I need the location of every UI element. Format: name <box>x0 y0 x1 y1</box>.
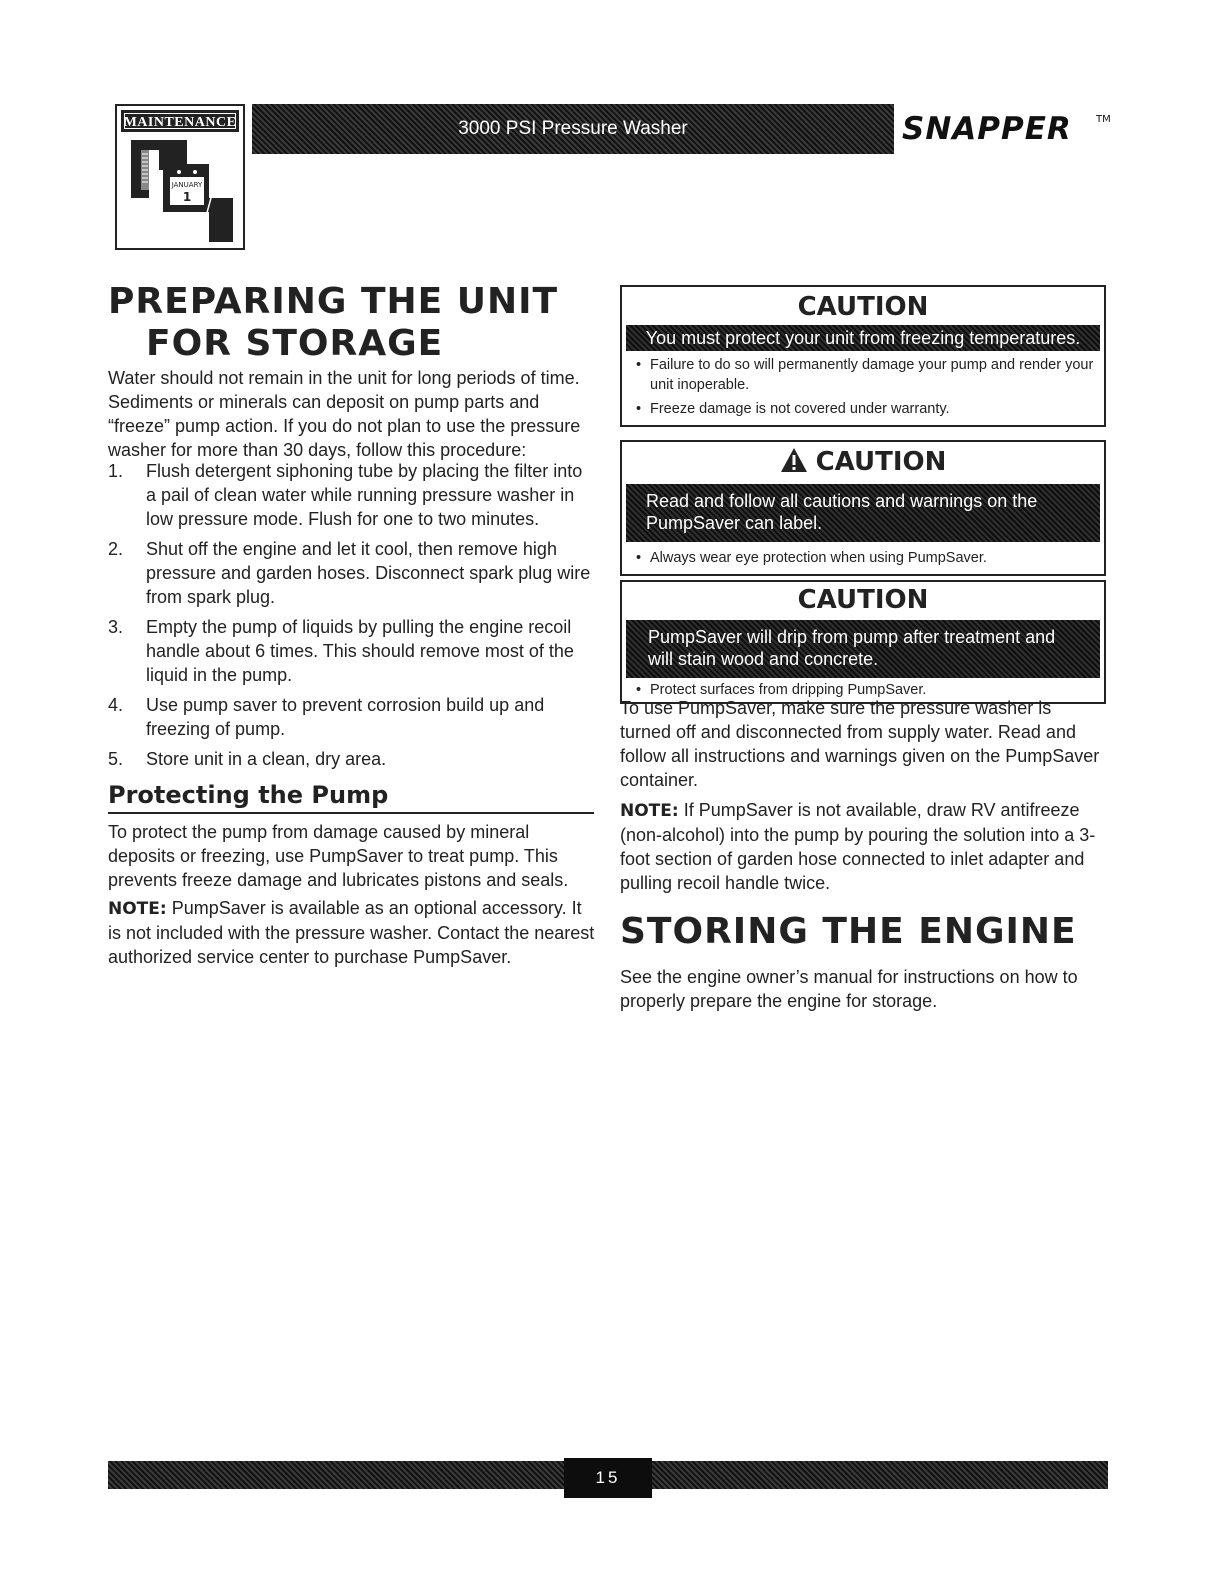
antifreeze-note <box>620 798 1106 895</box>
note-text: If PumpSaver is not available, draw RV antifreeze (non-alcohol) into the pump by pouring the solution into a 3-foot section of garden hose connected to inlet adapter and pulling recoil handle twice. <box>620 800 1096 893</box>
list-item: 3. Empty the pump of liquids by pulling the engine recoil handle about 6 times. This should remove most of the liquid in the pump. <box>108 617 574 685</box>
snapper-logo <box>900 108 1114 148</box>
list-item: 1. Flush detergent siphoning tube by placing the filter into a pail of clean water while running pressure washer in low pressure mode. Flush for one to two minutes. <box>108 461 583 529</box>
caution-band: Read and follow all cautions and warnings on the PumpSaver can label. <box>626 484 1100 542</box>
svg-text:1: 1 <box>182 190 192 204</box>
manual-title: 3000 PSI Pressure Washer <box>458 118 688 139</box>
caution-bullets <box>622 351 1104 425</box>
page-number: 15 <box>564 1458 652 1498</box>
caution-bullets <box>622 542 1104 574</box>
heading-preparing: PREPARING THE UNIT <box>108 281 559 322</box>
subheading-protecting-pump: Protecting the Pump <box>108 780 594 814</box>
list-item: • Freeze damage is not covered under warranty. <box>634 399 1094 419</box>
warning-triangle-icon <box>780 447 808 473</box>
caution-band: PumpSaver will drip from pump after treatment and will stain wood and concrete. <box>626 620 1100 678</box>
list-item: 4. Use pump saver to prevent corrosion build up and freezing of pump. <box>108 695 545 739</box>
list-item: • Failure to do so will permanently damage your pump and render your unit inoperable. <box>634 355 1094 395</box>
caution-box-freezing <box>620 285 1106 427</box>
caution-title: CAUTION <box>797 292 929 322</box>
note-label: NOTE: <box>108 899 167 919</box>
list-item: • Protect surfaces from dripping PumpSaver. <box>634 680 1094 700</box>
engine-paragraph: See the engine owner’s manual for instructions on how to properly prepare the engine for storage. <box>620 967 1078 1011</box>
maintenance-badge <box>115 104 245 250</box>
brand-trademark: TM <box>1096 114 1111 125</box>
storage-intro: Water should not remain in the unit for long periods of time. Sediments or minerals can deposit on pump parts and “freeze” pump action. If you do not plan to use the pressure washer for more than 30 days, follow this procedure: <box>108 368 581 460</box>
pumpsaver-note <box>108 896 596 969</box>
caution-title: CAUTION <box>797 585 929 615</box>
header-title-bar <box>252 104 894 154</box>
storage-steps <box>108 459 596 777</box>
protect-paragraph: To protect the pump from damage caused by mineral deposits or freezing, use PumpSaver to treat pump. This prevents freeze damage and lubricates pistons and seals. <box>108 822 569 890</box>
caution-box-label <box>620 440 1106 576</box>
pumpsaver-usage: To use PumpSaver, make sure the pressure washer is turned off and disconnected from supply water. Read and follow all instructions and warnings given on the PumpSaver container. <box>620 698 1100 790</box>
note-label: NOTE: <box>620 801 679 821</box>
list-item: • Always wear eye protection when using PumpSaver. <box>634 548 1094 568</box>
caution-title: CAUTION <box>815 447 947 477</box>
svg-text:JANUARY: JANUARY <box>171 181 203 189</box>
list-item: 2. Shut off the engine and let it cool, then remove high pressure and garden hoses. Disconnect spark plug wire from spark plug. <box>108 539 591 607</box>
heading-storing-engine: STORING THE ENGINE <box>620 911 1077 952</box>
caution-box-drip <box>620 580 1106 704</box>
list-item: 5. Store unit in a clean, dry area. <box>108 749 387 769</box>
brand-name: SNAPPER <box>902 111 1072 147</box>
note-text: PumpSaver is available as an optional accessory. It is not included with the pressure washer. Contact the nearest authorized service center to purchase PumpSaver. <box>108 898 595 967</box>
maintenance-label: MAINTENANCE <box>121 110 239 132</box>
caution-band: You must protect your unit from freezing temperatures. <box>626 325 1100 351</box>
caution-title-row <box>622 442 1104 480</box>
heading-for-storage: FOR STORAGE <box>146 323 444 364</box>
calendar-wrench-icon <box>123 136 237 244</box>
